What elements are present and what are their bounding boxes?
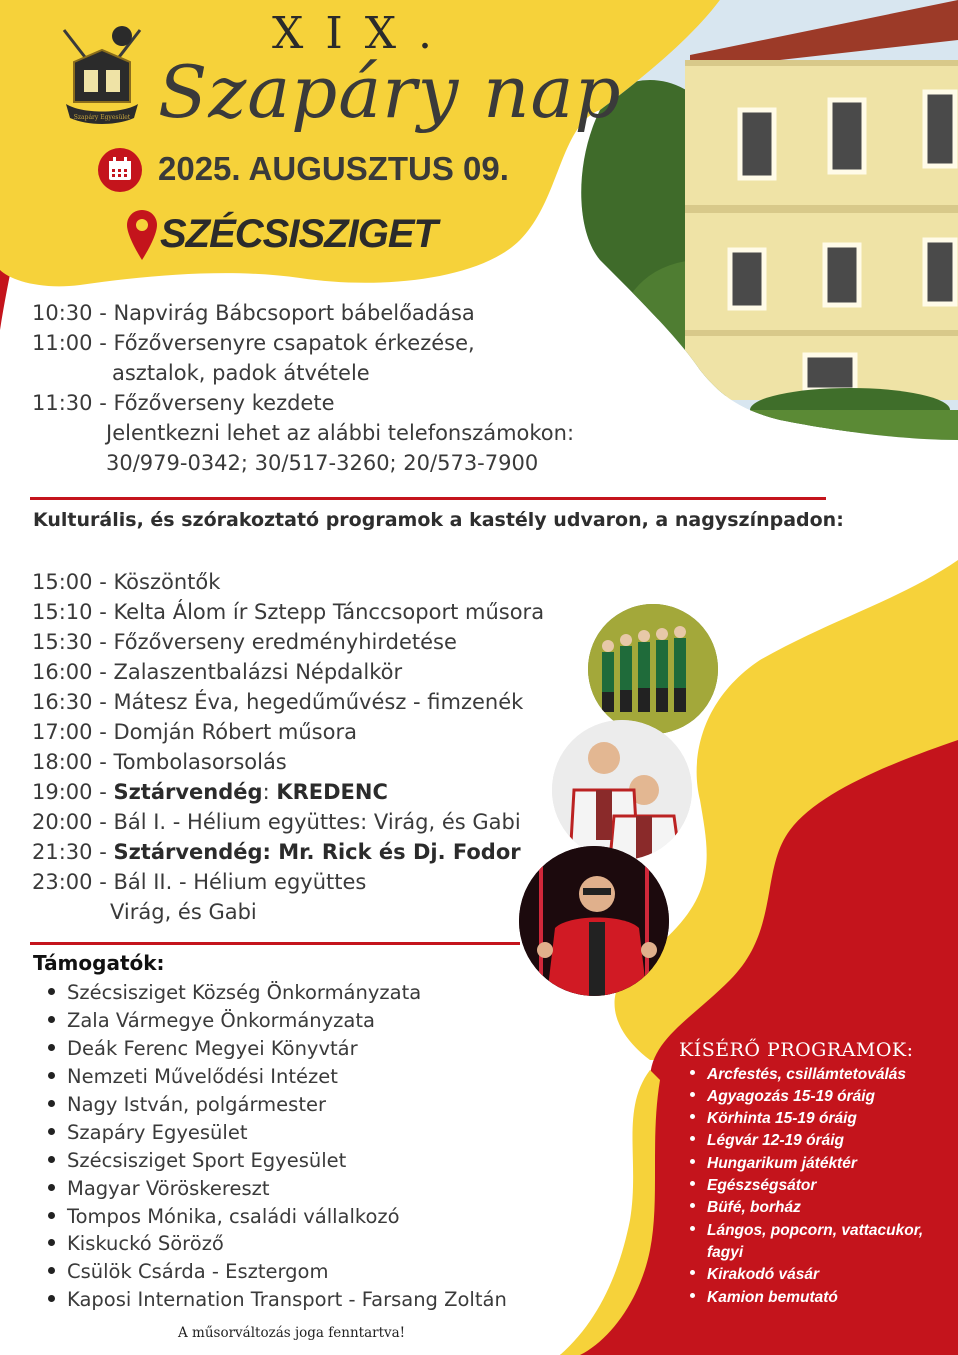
sponsor-item — [48, 1009, 375, 1032]
disclaimer-footnote: A műsorváltozás joga fenntartva! — [178, 1325, 406, 1341]
sponsor-name: Szapáry Egyesület — [67, 1121, 248, 1144]
side-program-item: Hungarikum játéktér — [690, 1155, 857, 1173]
schedule-item: 16:30 - Mátesz Éva, hegedűművész - fimzenék — [32, 690, 524, 714]
location-pin-icon — [127, 210, 157, 262]
time: 21:30 - — [32, 840, 114, 864]
schedule-item: 15:10 - Kelta Álom ír Sztepp Tánccsoport műsora — [32, 600, 545, 624]
bullet-icon — [48, 1156, 55, 1163]
side-program-item: Agyagozás 15-19 óráig — [690, 1088, 875, 1106]
sponsor-name: Nemzeti Művelődési Intézet — [67, 1065, 338, 1088]
schedule-item: 15:00 - Köszöntők — [32, 570, 221, 594]
culture-heading: Kulturális, és szórakoztató programok a kastély udvaron, a nagyszínpadon: — [33, 509, 844, 531]
bullet-icon — [690, 1270, 695, 1275]
sponsor-name: Kaposi Internation Transport - Farsang Zoltán — [67, 1288, 507, 1311]
logo-ribbon-text: Szapáry Egyesület — [73, 114, 131, 121]
schedule-item: Virág, és Gabi — [110, 900, 257, 924]
separator: : — [262, 780, 277, 804]
sponsors-heading: Támogatók: — [33, 951, 165, 975]
side-program-item: Lángos, popcorn, vattacukor, — [690, 1222, 923, 1240]
schedule-item-star-guest — [32, 777, 388, 807]
calendar-icon — [98, 148, 142, 192]
side-program-item: Légvár 12-19 óráig — [690, 1132, 844, 1150]
event-location: SZÉCSISZIGET — [160, 212, 437, 256]
side-program-item-continuation: fagyi — [707, 1244, 744, 1261]
schedule-item-star-guest — [32, 837, 521, 867]
sponsor-item — [48, 1260, 328, 1283]
sponsor-item — [48, 1065, 338, 1088]
bullet-icon — [48, 1212, 55, 1219]
sponsor-item — [48, 1177, 270, 1200]
sponsor-name: Magyar Vöröskereszt — [67, 1177, 270, 1200]
sponsor-name: Zala Vármegye Önkormányzata — [67, 1009, 375, 1032]
bullet-icon — [690, 1181, 695, 1186]
side-program-item: Kamion bemutató — [690, 1289, 838, 1307]
bullet-icon — [48, 1128, 55, 1135]
divider — [30, 942, 520, 945]
schedule-item: 16:00 - Zalaszentbalázsi Népdalkör — [32, 660, 403, 684]
bullet-icon — [48, 1100, 55, 1107]
bullet-icon — [48, 1184, 55, 1191]
castle-facade — [685, 60, 958, 400]
divider — [30, 497, 826, 500]
sponsor-name: Szécsisziget Község Önkormányzata — [67, 981, 422, 1004]
schedule-item: 20:00 - Bál I. - Hélium együttes: Virág, és Gabi — [32, 810, 521, 834]
bullet-icon — [48, 1072, 55, 1079]
time: 19:00 - — [32, 780, 114, 804]
sponsor-name: Tompos Mónika, családi vállalkozó — [67, 1205, 400, 1228]
side-program-item: Kirakodó vásár — [690, 1266, 819, 1284]
edition-number: XIX. — [272, 8, 455, 59]
bullet-icon — [690, 1203, 695, 1208]
sponsor-item — [48, 1232, 224, 1255]
side-program-item: Büfé, borház — [690, 1199, 801, 1217]
bullet-icon — [48, 1295, 55, 1302]
event-title: Szapáry nap — [158, 50, 622, 134]
bullet-icon — [690, 1092, 695, 1097]
schedule-item: 11:00 - Főzőversenyre csapatok érkezése, — [32, 331, 475, 355]
photo-mr-rick — [519, 846, 669, 996]
photo-kredenc — [552, 720, 692, 860]
phone-numbers: 30/979-0342; 30/517-3260; 20/573-7900 — [106, 451, 539, 475]
bullet-icon — [48, 1239, 55, 1246]
photo-dance-group — [588, 604, 718, 734]
bullet-icon — [48, 1016, 55, 1023]
sponsor-item — [48, 1205, 400, 1228]
bullet-icon — [690, 1070, 695, 1075]
sponsor-item — [48, 981, 421, 1004]
bullet-icon — [690, 1226, 695, 1231]
star-guest-name: Sztárvendég: Mr. Rick és Dj. Fodor — [113, 840, 521, 864]
sponsor-item — [48, 1149, 346, 1172]
schedule-item: Jelentkezni lehet az alábbi telefonszámokon: — [106, 421, 575, 445]
event-date: 2025. AUGUSZTUS 09. — [158, 150, 509, 187]
side-program-item: Körhinta 15-19 óráig — [690, 1110, 857, 1128]
sponsor-item — [48, 1093, 326, 1116]
sponsor-name: Csülök Csárda - Esztergom — [67, 1260, 329, 1283]
schedule-item: 15:30 - Főzőverseny eredményhirdetése — [32, 630, 457, 654]
sponsor-item — [48, 1121, 247, 1144]
association-logo — [52, 22, 152, 132]
sponsor-item — [48, 1037, 358, 1060]
sponsor-name: Kiskuckó Söröző — [67, 1232, 224, 1255]
side-program-item: Arcfestés, csillámtetoválás — [690, 1066, 906, 1084]
schedule-item: 23:00 - Bál II. - Hélium együttes — [32, 870, 367, 894]
bullet-icon — [690, 1136, 695, 1141]
schedule-item: 10:30 - Napvirág Bábcsoport bábelőadása — [32, 301, 475, 325]
schedule-item: 18:00 - Tombolasorsolás — [32, 750, 287, 774]
schedule-item: asztalok, padok átvétele — [112, 361, 370, 385]
sponsor-item — [48, 1288, 507, 1311]
schedule-item: 11:30 - Főzőverseny kezdete — [32, 391, 335, 415]
sponsor-name: Nagy István, polgármester — [67, 1093, 326, 1116]
bullet-icon — [48, 1267, 55, 1274]
sponsor-name: Deák Ferenc Megyei Könyvtár — [67, 1037, 358, 1060]
sponsor-name: Szécsisziget Sport Egyesület — [67, 1149, 347, 1172]
side-programs-heading: KÍSÉRŐ PROGRAMOK: — [679, 1039, 914, 1061]
star-guest-label: Sztárvendég — [113, 780, 263, 804]
star-guest-name: KREDENC — [276, 780, 388, 804]
bullet-icon — [690, 1293, 695, 1298]
bullet-icon — [690, 1159, 695, 1164]
schedule-item: 17:00 - Domján Róbert műsora — [32, 720, 357, 744]
bullet-icon — [48, 1044, 55, 1051]
bullet-icon — [690, 1114, 695, 1119]
bullet-icon — [48, 988, 55, 995]
side-program-item: Egészségsátor — [690, 1177, 816, 1195]
